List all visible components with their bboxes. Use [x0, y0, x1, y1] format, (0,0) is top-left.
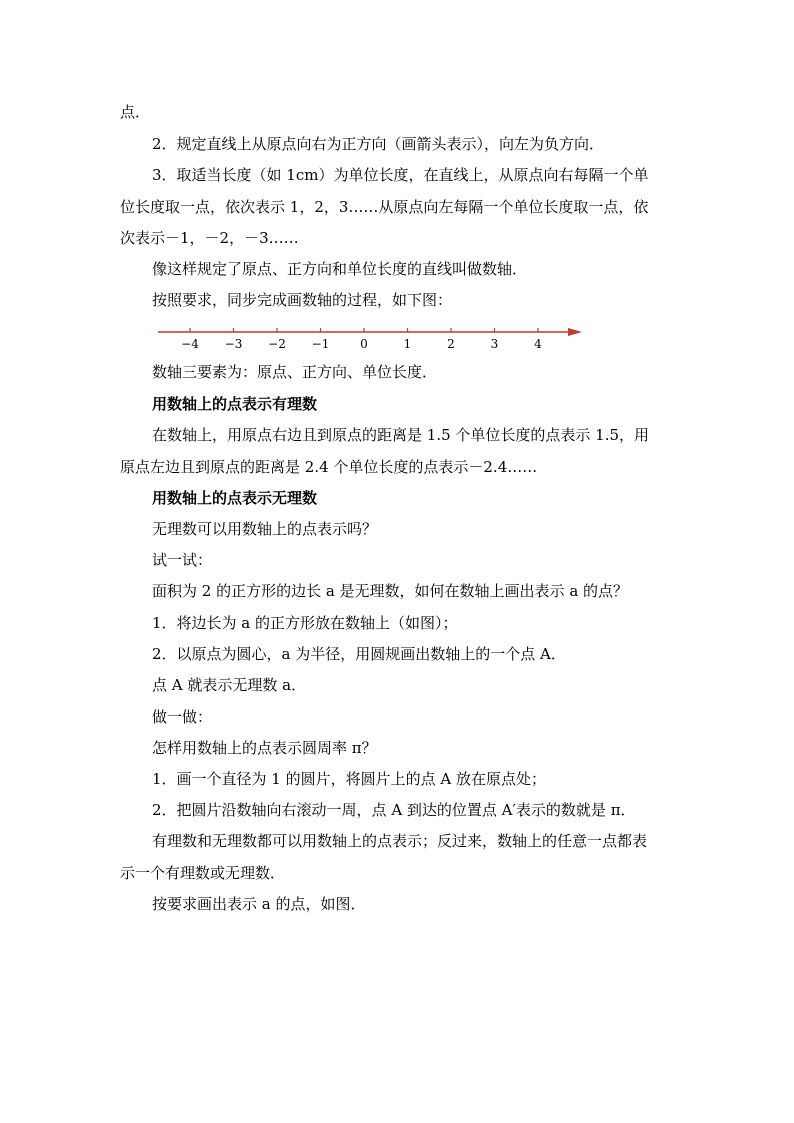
conclusion-line2: 示一个有理数或无理数． [120, 864, 286, 882]
rule-unit-length-line2: 位长度取一点，依次表示 1，2，3……从原点向左每隔一个单位长度取一点，依 [120, 198, 649, 216]
step-2-compass: 2．以原点为圆心，a 为半径，用圆规画出数轴上的一个点 A． [152, 645, 566, 663]
pi-step-2: 2．把圆片沿数轴向右滚动一周，点 A 到达的位置点 A′表示的数就是 π． [152, 801, 636, 819]
square-question: 面积为 2 的正方形的边长 a 是无理数，如何在数轴上画出表示 a 的点？ [152, 582, 629, 600]
figure-instruction: 按照要求，同步完成画数轴的过程，如下图： [152, 291, 453, 309]
rational-example-line2: 原点左边且到原点的距离是 2.4 个单位长度的点表示－2.4…… [120, 458, 538, 476]
number-line-tick-label: 4 [534, 337, 542, 351]
number-line-tick-label: −2 [268, 337, 286, 351]
conclusion-line1: 有理数和无理数都可以用数轴上的点表示；反过来，数轴上的任意一点都表 [152, 832, 648, 850]
rule-unit-length-line1: 3．取适当长度（如 1cm）为单位长度，在直线上，从原点向右每隔一个单 [152, 166, 649, 184]
number-line-arrow [568, 328, 582, 336]
three-elements: 数轴三要素为：原点、正方向、单位长度． [152, 363, 438, 381]
do-it-label: 做一做： [152, 708, 213, 726]
heading-rational: 用数轴上的点表示有理数 [152, 395, 318, 413]
number-line-tick-label: −3 [224, 337, 243, 351]
heading-irrational: 用数轴上的点表示无理数 [152, 489, 318, 507]
paragraph-fragment: 点． [120, 103, 151, 121]
number-line-tick-label: 2 [447, 337, 455, 351]
number-line-tick-label: 1 [403, 337, 412, 351]
final-instruction: 按要求画出表示 a 的点，如图． [152, 895, 366, 913]
step-1-square: 1．将边长为 a 的正方形放在数轴上（如图）； [152, 614, 458, 632]
pi-question: 怎样用数轴上的点表示圆周率 π？ [152, 739, 377, 757]
number-line-definition: 像这样规定了原点、正方向和单位长度的直线叫做数轴． [152, 260, 528, 278]
try-label: 试一试： [152, 551, 213, 569]
rule-unit-length-line3: 次表示－1，－2，－3…… [120, 229, 299, 247]
number-line-tick-label: −1 [311, 337, 330, 351]
irrational-question: 无理数可以用数轴上的点表示吗？ [152, 520, 378, 538]
rule-positive-direction: 2．规定直线上从原点向右为正方向（画箭头表示），向左为负方向． [152, 135, 605, 153]
pi-step-1: 1．画一个直径为 1 的圆片，将圆片上的点 A 放在原点处； [152, 770, 546, 788]
number-line-tick-label: −4 [181, 337, 199, 351]
number-line-tick-label: 0 [360, 337, 368, 351]
number-line-figure [150, 322, 590, 352]
number-line-tick-label: 3 [490, 337, 499, 351]
point-a-statement: 点 A 就表示无理数 a． [152, 676, 307, 694]
rational-example-line1: 在数轴上，用原点右边且到原点的距离是 1.5 个单位长度的点表示 1.5，用 [152, 426, 650, 444]
